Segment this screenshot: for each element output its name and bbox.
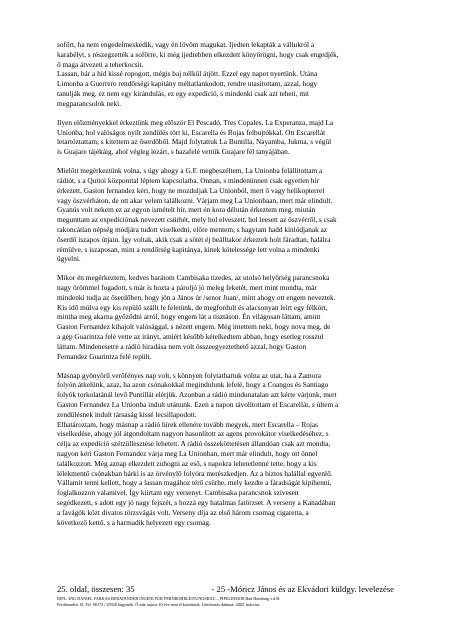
- text-line: célja az expedíció szétzüllesztése lehetett. A rádió összeköttetésen állandóan csak azt mondta,: [57, 439, 331, 449]
- text-line: segédkezett, s adott egy jó nagy fejszét, s hozzá egy hatalmas fatörzset. A verseny a Kanadában: [57, 498, 336, 508]
- text-line: Unionba, hol valóságos nyílt zendülés tört ki, Escarella és Rojas felbujtókkal. Ott Escarellát: [57, 127, 326, 137]
- text-line: rémülve, s iszaposan, mint a rendőrség kapitánya, kinek kötelessége lett volna a mindenki: [57, 244, 320, 254]
- footer-address-line: DIPL.-ING DANIEL FARKAS BERATENDER INGENI FÜR FERNROHRLEITUNGSBAU – PIPELINES38 Bad Homburg v.d.H.: [57, 596, 281, 601]
- text-line: mintha meg akarna győződni arról, hogy engem lát a tisztáson. Én világosan láttam, amint: [57, 312, 321, 322]
- text-line: Lassan, bár a híd kissé ropogott, mégis baj nélkül átjött. Ezzel egy napot nyertünk. Utána: [57, 69, 318, 79]
- text-line: nagyon kéri Gaston Fernandez várja meg La Unionban, mert már elindult, hogy ott önnel: [57, 449, 318, 459]
- text-line: Gyanús volt nekem ez az egyon ismételt hír, mert én kora délután érkeztem meg, miután: [57, 205, 316, 215]
- text-line: ő maga átvezeti a teherkocsit.: [57, 59, 144, 69]
- page-footer: [57, 584, 394, 594]
- text-line: Gaston Fernandez kihajolt valósággal, s nézett engem. Még intettem neki, hogy nova meg, de: [57, 322, 331, 332]
- text-line: zendülésnek indult társaság kissé lecsillapodott.: [57, 409, 197, 419]
- text-line: Elhatároztam, hogy másnap a rádió hírek ellenére tovább megyek, mert Escarella – Rojas: [57, 419, 318, 429]
- text-line: a gép Guarintza felé vette az irányt, amiért később kételkedtem abban, hogy esetleg rosszul: [57, 332, 324, 342]
- text-line: rakoncátlan népség módjára tudott viselkedni, előre mentem, s hagytam hadd kínlódjanak az: [57, 224, 328, 234]
- text-line: Másnap gyönyörű verőfényes nap volt, s könnyen folytathattuk volna az utat, ha a Zamora: [57, 370, 322, 380]
- text-line: megparancsolok neki.: [57, 98, 122, 108]
- text-line: megunttam az expedíciónak nevezett csürhét, mely hol elveszett, hol leesett az öszvérről, s csak: [57, 215, 337, 225]
- document-title: - 25 -Móricz János és az Ekvádori küldgy. levelezése: [211, 584, 394, 594]
- paragraph: [57, 166, 394, 264]
- footer-date-line: Ferdinandstr 19, Tel. 06172 / 29330 hagyaték. Ő már sajnos 10 éve nem él közöttünk. Létrehozás dátuma: 2003. március: [57, 602, 260, 607]
- text-line: következő kettő, s a harmadik helyezett egy csomag.: [57, 517, 211, 527]
- text-line: nagy örömmel fogadott, s már is hozta a pároljó jó meleg feketét, mert mint mondta, már: [57, 283, 317, 293]
- text-line: folyók torkolatánál levő Puntillát elérjük. Azonban a rádió mindunatalan azt kérte várjunk, mert: [57, 390, 337, 400]
- text-line: érkezett, Gaston fernandez kéri, hogy ne mozduljak La Unionból, mert ő vagy helikopterrel: [57, 185, 325, 195]
- text-line: láttam. Mindenesetre a rádió hiradása nem volt összeegyeztethető azzal, hogy Gaston: [57, 341, 307, 351]
- text-line: rádiót, s a Quitoi központtal léptem kapcsolatba. Onnan, s mindenünnen csak egyetlen hír: [57, 175, 320, 185]
- text-line: Fernandez Guarintza felé repült.: [57, 351, 152, 361]
- text-line: Mikor én megérkeztem, kedves barátom Cambisaka tizedes, az utolsó helyőrség parancsnoka: [57, 273, 330, 283]
- text-line: folyón átkelünk, azaz, ha azon csónakokkal megindulunk lefelé, hogy a Coangos és Santiago: [57, 380, 329, 390]
- text-line: Mielőtt megérkeztünk volna, s úgy ahogy a G.F. megbeszéltem, La Unionba felállítottam a: [57, 166, 323, 176]
- paragraph: [57, 273, 394, 361]
- text-line: Ilyen előzményekkel érkeztünk meg először El Pescadó, Tres Copales, La Experanza, majd La: [57, 117, 334, 127]
- text-line: őserdő iszapos útjain. Így voltak, akik csak a sötét éj beálltakor érkeztek holt fáradtan, halálra: [57, 234, 331, 244]
- paragraph: [57, 118, 394, 157]
- text-line: letartóztattam, s kitettem az őserdőből. Majd folytattuk La Buntilla, Nayamba, Jukma, s végül: [57, 137, 332, 147]
- text-line: foglalkozzon valamivel. Így kiírtam egy versenyt. Cambisaka parancsnok szívesen: [57, 488, 299, 498]
- text-line: vagy öszvérháton, de ott akar velem találkozni. Várjam meg La Unionbaan, mert már elindult.: [57, 195, 333, 205]
- text-line: találkozzon. Még aznap elkezdett zuhogni az eső, s napokra lehetetlenné tette, hogy a kis: [57, 458, 317, 468]
- text-line: viselkedése, ahogy jól átgondoltam nagyon hasonlított az agens provokátor viselkedéséhez, s: [57, 429, 329, 439]
- text-line: ügyelni.: [57, 254, 81, 264]
- text-line: Limonba a Guerrero rendőrségi kapitány méltatlankodott, rendre utasítottam, azzal, hogy: [57, 79, 318, 89]
- page-number: 25. oldal, összesen: 35: [57, 584, 135, 594]
- text-line: sofőrt, ha nem engedelmeskedik, vagy én lövöm magukat. Ijedten lekapták a vállukról a: [57, 40, 315, 49]
- paragraph: [57, 40, 394, 109]
- text-line: Vállamit tenni kellett, hogy a lassan magához térő csürhe, mely kezdte a fáradságát kipihenni,: [57, 478, 332, 488]
- text-line: lélekmentő csónakban bárki is az örvénylő folyóra merészkedjen. Az a biztos halállal egyenlő.: [57, 468, 333, 478]
- text-line: is Guajare tájékáig, ahol végleg lezárt, s hazafelé vettük Guajare fél tanyájában.: [57, 147, 290, 157]
- text-line: Kis idő múlva egy kis repülő szállt le feletünk, de megfordult és alacsonyan leírt egy félkört,: [57, 302, 328, 312]
- text-line: a favágók közt divatos törzsvágás volt. Verseny díja az első három csomag cigaretta, a: [57, 507, 309, 517]
- text-line: karabélyt, s részegzették a sofőrre, ki még ijedtebben elkezdett könyörögni, hogy csak engedjék,: [57, 49, 339, 59]
- text-line: mindenki tudja az őserdőben, hogy jön a János úr /senor Juan/, mint ahogy ott engem neveztek.: [57, 292, 336, 302]
- paragraph: [57, 371, 394, 528]
- text-line: tanulják meg, ez nem egy kirándulás, ez egy expedíció, s mindenki csak azt teheti, mit: [57, 88, 310, 98]
- text-line: Gaston Fernandez La Unionba indult utánunk. Ezen a napon távolítottam el Escarellát, s ültem a: [57, 400, 339, 410]
- document-body: [57, 40, 394, 527]
